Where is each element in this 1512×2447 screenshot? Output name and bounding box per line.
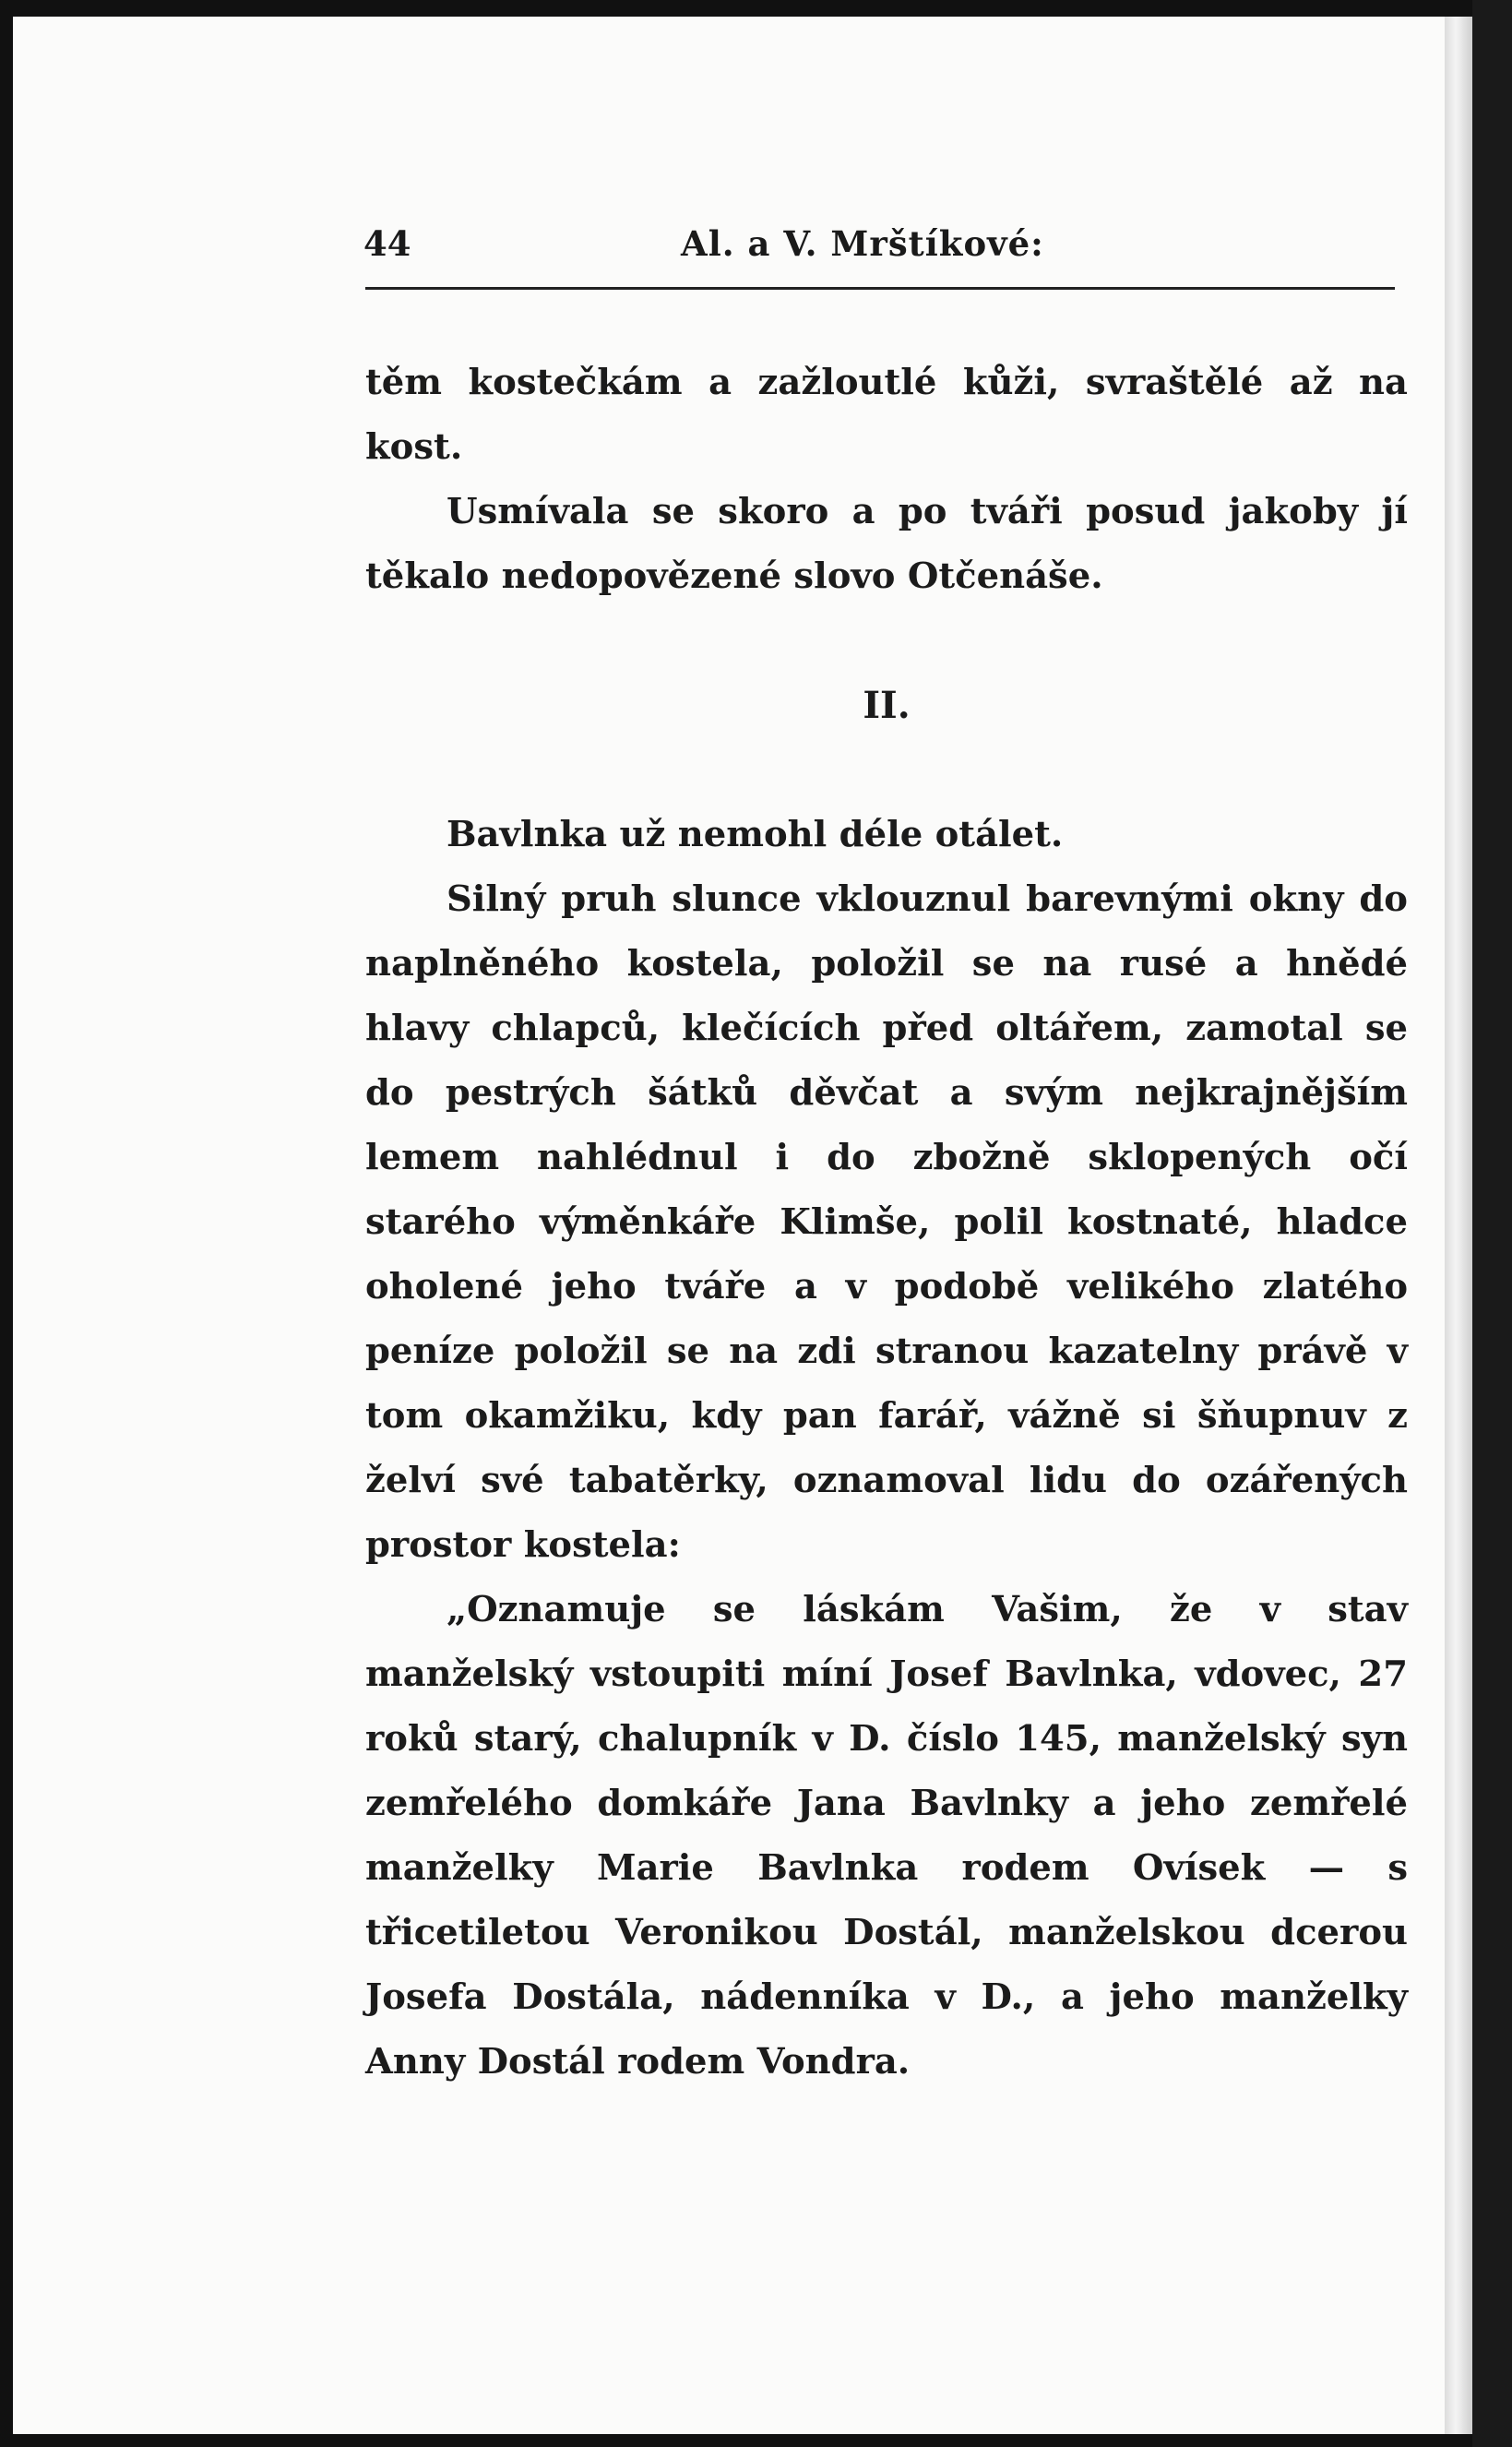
paragraph-1: těm kostečkám a zažloutlé kůži, svraštělé až na kost. [365, 362, 1408, 468]
body-text [365, 351, 1408, 2095]
paragraph-4: Silný pruh slunce vklouznul barevnými okny do naplněného kostela, položil se na rusé a hnědé hlavy chlapců, klečících před oltářem, zamotal se do pestrých šátků děvčat a svým nejkrajnějším lemem nahlédnul i do zbožně sklopených očí starého výměnkáře Klimše, polil kostnaté, hladce oholené jeho tváře a v podobě velikého zlatého peníze položil se na zdi stranou kazatelny právě v tom okamžiku, kdy pan farář, vážně si šňupnuv z želví své tabatěrky, oznamoval lidu do ozářených prostor kostela: [365, 878, 1408, 1566]
book-edge [1472, 0, 1512, 2447]
header-rule [365, 287, 1395, 290]
paragraph-2: Usmívala se skoro a po tváři posud jakoby jí těkalo nedopovězené slovo Otčenáše. [365, 491, 1408, 597]
book-spine [1445, 17, 1472, 2434]
paragraph-3: Bavlnka už nemohl déle otálet. [446, 814, 1064, 855]
page-number: 44 [363, 223, 411, 264]
paragraph-5: „Oznamuje se láskám Vašim, že v stav manželský vstoupiti míní Josef Bavlnka, vdovec, 27 roků starý, chalupník v D. číslo 145, manželský syn zemřelého domkáře Jana Bavlnky a jeho zemřelé manželky Marie Bavlnka rodem Ovísek — s třicetiletou Veronikou Dostál, manželskou dcerou Josefa Dostála, nádenníka v D., a jeho manželky Anny Dostál rodem Vondra. [365, 1589, 1408, 2083]
page-header [352, 223, 1395, 279]
chapter-heading: II. [863, 684, 911, 727]
running-title: Al. a V. Mrštíkové: [681, 223, 1044, 264]
